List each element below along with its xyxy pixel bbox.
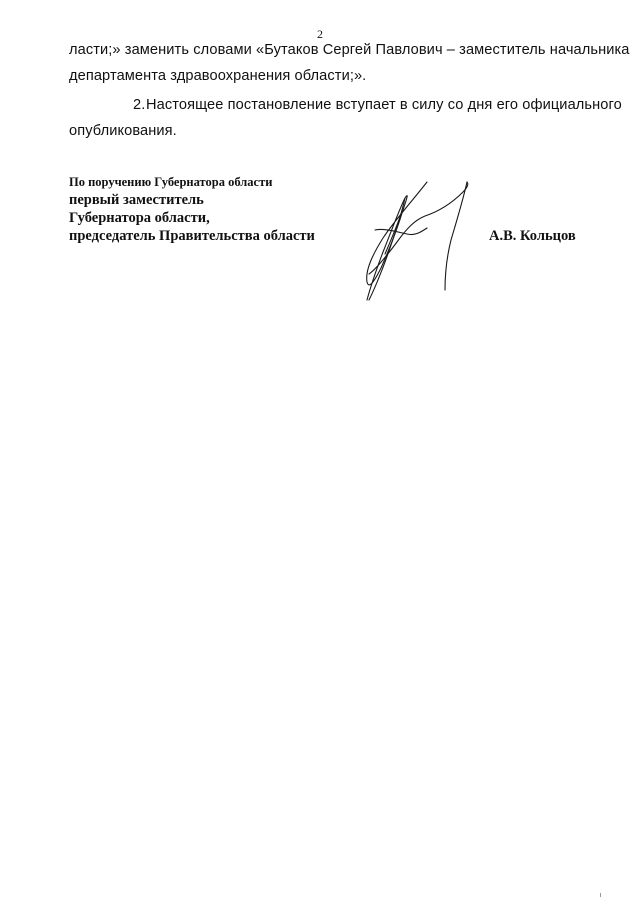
item-text: Настоящее постановление вступает в силу со дня его официального	[146, 97, 622, 113]
signer-name: А.В. Кольцов	[489, 228, 576, 244]
scan-artifact	[600, 893, 601, 897]
signature-by-order: По поручению Губернатора области	[69, 175, 273, 189]
signer-position-line: председатель Правительства области	[69, 228, 315, 244]
signer-position-line: Губернатора области,	[69, 210, 210, 226]
signer-position-line: первый заместитель	[69, 192, 204, 208]
paragraph-item-2	[69, 97, 622, 113]
handwritten-signature-icon	[355, 170, 485, 305]
page-number: 2	[317, 27, 323, 41]
body-text-line: ласти;» заменить словами «Бутаков Сергей Павлович – заместитель начальника	[69, 42, 630, 58]
item-number: 2.	[133, 97, 146, 113]
body-text-line: департамента здравоохранения области;».	[69, 68, 367, 84]
body-text-line: опубликования.	[69, 123, 177, 139]
